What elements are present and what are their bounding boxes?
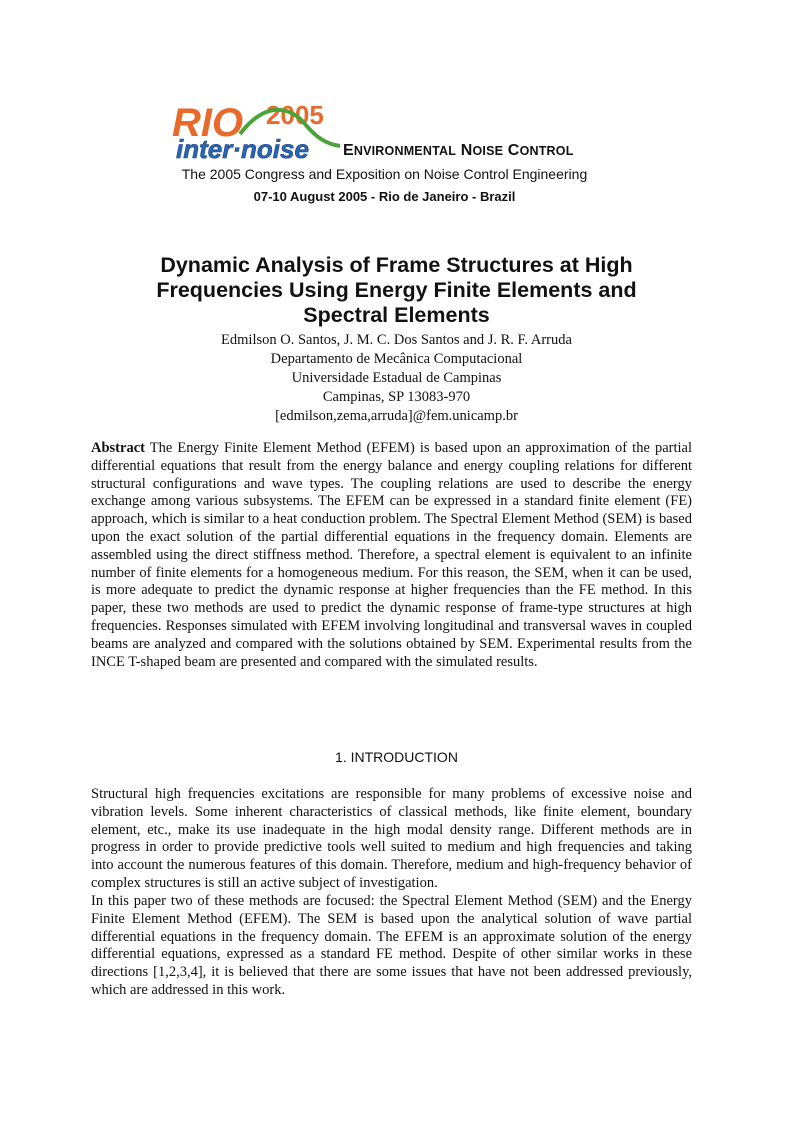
conf-word-control: ONTROL [519, 144, 574, 158]
author-university: Universidade Estadual de Campinas [291, 370, 502, 386]
conf-letter: C [507, 142, 520, 159]
author-names: Edmilson O. Santos, J. M. C. Dos Santos and J. R. F. Arruda [221, 332, 572, 348]
inter-noise-2005-logo [170, 96, 345, 162]
conf-word-environmental: NVIRONMENTAL [353, 144, 457, 158]
author-email: [edmilson,zema,arruda]@fem.unicamp.br [275, 408, 518, 424]
section-heading-introduction: 1. INTRODUCTION [335, 749, 458, 765]
introduction-paragraph-2: In this paper two of these methods are focused: the Spectral Element Method (SEM) and the Energy Finite Element Method (EFEM). The SEM is based upon the analytical solution of wave partial differential equations in the frequency domain. The EFEM is an approximate solution of the energy differential equations, expressed as a standard FE method. Despite of other similar works in these directions [1,2,3,4], it is believed that there are some issues that have not been addressed previously, which are addressed in this work. [91, 893, 692, 998]
conference-name [343, 142, 574, 160]
conf-letter: E [343, 142, 354, 159]
conf-word-noise: OISE [472, 144, 504, 158]
congress-line: The 2005 Congress and Exposition on Noise Control Engineering [181, 166, 588, 182]
introduction-paragraph-1: Structural high frequencies excitations are responsible for many problems of excessive noise and vibration levels. Some inherent characteristics of classical methods, like finite element, boundary element, etc., make its use inadequate in the high modal density range. Different methods are in progress in order to provide predictive tools well suited to medium and high frequencies and taking into account the numerous features of this domain. Therefore, medium and high-frequency behavior of complex structures is still an active subject of investigation. [91, 786, 692, 891]
author-department: Departamento de Mecânica Computacional [270, 351, 523, 367]
paper-title [0, 253, 793, 328]
author-address: Campinas, SP 13083-970 [322, 389, 471, 405]
logo-graphic [170, 96, 345, 162]
abstract-text: The Energy Finite Element Method (EFEM) is based upon an approximation of the partial differential equations that result from the energy balance and energy coupling relations for different structural configurations and wave types. The coupling relations are used to describe the energy exchange among various subsystems. The EFEM can be expressed in a standard finite element (FE) approach, which is similar to a heat conduction problem. The Spectral Element Method (SEM) is based upon the exact solution of the partial differential equations in the frequency domain. Elements are assembled using the direct stiffness method. Therefore, a spectral element is equivalent to an infinite number of finite elements for a homogeneous medium. For this reason, the SEM, when it can be used, is more adequate to predict the dynamic response at higher frequencies than the FE method. In this paper, these two methods are used to predict the dynamic response of frame-type structures at high frequencies. Responses simulated with EFEM involving longitudinal and transversal waves in coupled beams are analyzed and compared with the solutions obtained by SEM. Experimental results from the INCE T-shaped beam are presented and compared with the simulated results. [91, 440, 692, 670]
logo-inter-noise-text: inter·noise [176, 134, 309, 162]
logo-rio-text: RIO [172, 101, 244, 145]
title-line-2: Frequencies Using Energy Finite Elements and [156, 278, 637, 302]
date-location-line: 07-10 August 2005 - Rio de Janeiro - Brazil [253, 189, 516, 204]
author-block [0, 331, 793, 426]
title-line-3: Spectral Elements [303, 303, 490, 327]
logo-year-text: 2005 [266, 100, 324, 130]
title-line-1: Dynamic Analysis of Frame Structures at High [160, 253, 633, 277]
abstract-label: Abstract [91, 440, 145, 456]
conf-letter: N [460, 142, 473, 159]
abstract [91, 440, 692, 671]
